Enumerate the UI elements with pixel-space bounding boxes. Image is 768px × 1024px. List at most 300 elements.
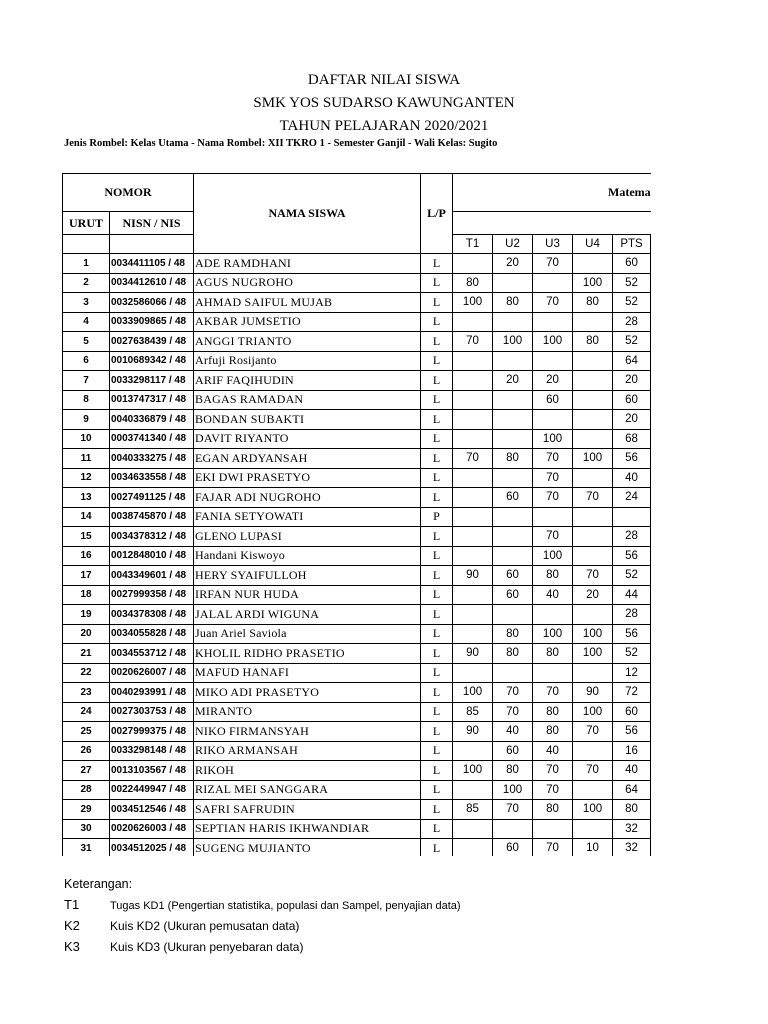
row-score-t1 bbox=[453, 546, 493, 566]
legend-text: Kuis KD3 (Ukuran penyebaran data) bbox=[110, 940, 304, 954]
row-score-u3 bbox=[533, 351, 573, 371]
table-row bbox=[63, 780, 652, 800]
row-nama: JALAL ARDI WIGUNA bbox=[194, 605, 421, 625]
row-score-u2 bbox=[493, 312, 533, 332]
row-urut: 5 bbox=[63, 332, 110, 352]
row-nisn: 0027999375 / 48 bbox=[110, 722, 194, 742]
row-score-u4: 70 bbox=[573, 761, 613, 781]
row-lp: L bbox=[421, 351, 453, 371]
row-urut: 20 bbox=[63, 624, 110, 644]
row-nisn: 0027638439 / 48 bbox=[110, 332, 194, 352]
grade-sheet bbox=[62, 173, 651, 856]
row-score-u2 bbox=[493, 468, 533, 488]
row-nama: MIRANTO bbox=[194, 702, 421, 722]
row-score-t1 bbox=[453, 468, 493, 488]
row-urut: 13 bbox=[63, 488, 110, 508]
row-nisn: 0033909865 / 48 bbox=[110, 312, 194, 332]
table-row bbox=[63, 741, 652, 761]
row-score-pts: 16 bbox=[613, 741, 651, 761]
table-row bbox=[63, 254, 652, 274]
table-row bbox=[63, 527, 652, 547]
row-nama: RIKOH bbox=[194, 761, 421, 781]
row-score-t1: 90 bbox=[453, 566, 493, 586]
row-score-u3: 70 bbox=[533, 468, 573, 488]
grade-table bbox=[62, 173, 651, 856]
row-score-t1: 70 bbox=[453, 332, 493, 352]
row-nama: BONDAN SUBAKTI bbox=[194, 410, 421, 430]
row-urut: 22 bbox=[63, 663, 110, 683]
row-score-t1 bbox=[453, 663, 493, 683]
row-nisn: 0027999358 / 48 bbox=[110, 585, 194, 605]
row-score-u4 bbox=[573, 741, 613, 761]
row-score-u4 bbox=[573, 663, 613, 683]
row-score-u3 bbox=[533, 605, 573, 625]
row-score-u4: 100 bbox=[573, 800, 613, 820]
row-score-u2: 60 bbox=[493, 566, 533, 586]
row-score-u2: 80 bbox=[493, 624, 533, 644]
row-score-pts: 52 bbox=[613, 293, 651, 313]
table-row bbox=[63, 390, 652, 410]
table-row bbox=[63, 702, 652, 722]
row-nisn: 0020626007 / 48 bbox=[110, 663, 194, 683]
row-score-u3: 80 bbox=[533, 566, 573, 586]
row-nisn: 0012848010 / 48 bbox=[110, 546, 194, 566]
legend-code: K2 bbox=[64, 918, 80, 933]
table-row bbox=[63, 449, 652, 469]
row-urut: 27 bbox=[63, 761, 110, 781]
row-score-u3: 70 bbox=[533, 780, 573, 800]
row-score-t1: 70 bbox=[453, 449, 493, 469]
row-score-t1 bbox=[453, 371, 493, 391]
table-row bbox=[63, 273, 652, 293]
row-score-u2 bbox=[493, 351, 533, 371]
row-score-pts: 40 bbox=[613, 468, 651, 488]
row-score-t1 bbox=[453, 488, 493, 508]
row-score-u2: 60 bbox=[493, 585, 533, 605]
row-nisn: 0043349601 / 48 bbox=[110, 566, 194, 586]
row-lp: L bbox=[421, 683, 453, 703]
row-urut: 7 bbox=[63, 371, 110, 391]
row-nama: Arfuji Rosijanto bbox=[194, 351, 421, 371]
row-urut: 24 bbox=[63, 702, 110, 722]
row-score-u4: 80 bbox=[573, 332, 613, 352]
table-row bbox=[63, 371, 652, 391]
row-score-u4: 10 bbox=[573, 839, 613, 857]
row-nama: ARIF FAQIHUDIN bbox=[194, 371, 421, 391]
table-row bbox=[63, 312, 652, 332]
row-score-t1 bbox=[453, 254, 493, 274]
row-lp: L bbox=[421, 585, 453, 605]
row-score-u2 bbox=[493, 605, 533, 625]
legend-text: Kuis KD2 (Ukuran pemusatan data) bbox=[110, 919, 300, 933]
row-score-u4 bbox=[573, 605, 613, 625]
row-nisn: 0027491125 / 48 bbox=[110, 488, 194, 508]
col-nisn-header: NISN / NIS bbox=[110, 212, 194, 235]
row-score-u3: 70 bbox=[533, 527, 573, 547]
row-nisn: 0022449947 / 48 bbox=[110, 780, 194, 800]
row-nisn: 0034412610 / 48 bbox=[110, 273, 194, 293]
legend-item bbox=[64, 894, 461, 915]
row-lp: L bbox=[421, 566, 453, 586]
row-score-pts: 28 bbox=[613, 605, 651, 625]
subcol-t1: T1 bbox=[453, 235, 493, 254]
row-nisn: 0034553712 / 48 bbox=[110, 644, 194, 664]
row-urut: 19 bbox=[63, 605, 110, 625]
row-lp: L bbox=[421, 780, 453, 800]
row-score-t1 bbox=[453, 390, 493, 410]
row-score-u3: 70 bbox=[533, 683, 573, 703]
row-nama: Handani Kiswoyo bbox=[194, 546, 421, 566]
row-score-pts bbox=[613, 507, 651, 527]
row-urut: 4 bbox=[63, 312, 110, 332]
row-score-u4: 100 bbox=[573, 644, 613, 664]
row-score-u3 bbox=[533, 819, 573, 839]
table-row bbox=[63, 410, 652, 430]
row-lp: L bbox=[421, 722, 453, 742]
row-score-u4 bbox=[573, 546, 613, 566]
row-score-u3: 70 bbox=[533, 293, 573, 313]
row-score-t1: 100 bbox=[453, 293, 493, 313]
row-nisn: 0032586066 / 48 bbox=[110, 293, 194, 313]
row-nama: NIKO FIRMANSYAH bbox=[194, 722, 421, 742]
row-urut: 30 bbox=[63, 819, 110, 839]
row-urut: 16 bbox=[63, 546, 110, 566]
row-nama: SAFRI SAFRUDIN bbox=[194, 800, 421, 820]
row-score-u4: 70 bbox=[573, 722, 613, 742]
row-score-u3: 40 bbox=[533, 741, 573, 761]
row-score-u3 bbox=[533, 410, 573, 430]
row-score-u4: 90 bbox=[573, 683, 613, 703]
row-score-u4: 70 bbox=[573, 566, 613, 586]
row-nisn: 0040293991 / 48 bbox=[110, 683, 194, 703]
row-lp: L bbox=[421, 488, 453, 508]
row-urut: 6 bbox=[63, 351, 110, 371]
row-nisn: 0040336879 / 48 bbox=[110, 410, 194, 430]
row-score-t1: 80 bbox=[453, 273, 493, 293]
row-urut: 9 bbox=[63, 410, 110, 430]
row-score-pts: 52 bbox=[613, 332, 651, 352]
row-score-u4: 70 bbox=[573, 488, 613, 508]
subcol-u2: U2 bbox=[493, 235, 533, 254]
row-score-u2: 60 bbox=[493, 488, 533, 508]
row-lp: L bbox=[421, 390, 453, 410]
table-row bbox=[63, 624, 652, 644]
row-nama: IRFAN NUR HUDA bbox=[194, 585, 421, 605]
row-lp: L bbox=[421, 429, 453, 449]
row-score-u2 bbox=[493, 429, 533, 449]
row-score-pts: 32 bbox=[613, 819, 651, 839]
legend-code: T1 bbox=[64, 897, 80, 912]
row-score-u4: 100 bbox=[573, 624, 613, 644]
row-score-u2 bbox=[493, 410, 533, 430]
row-nama: SEPTIAN HARIS IKHWANDIAR bbox=[194, 819, 421, 839]
row-score-u3: 80 bbox=[533, 644, 573, 664]
row-score-pts: 12 bbox=[613, 663, 651, 683]
row-lp: P bbox=[421, 507, 453, 527]
row-score-u3: 80 bbox=[533, 800, 573, 820]
row-nisn: 0034512025 / 48 bbox=[110, 839, 194, 857]
blank-urut-cell bbox=[63, 235, 110, 254]
row-score-u4 bbox=[573, 254, 613, 274]
row-score-u2: 80 bbox=[493, 644, 533, 664]
table-row bbox=[63, 566, 652, 586]
row-lp: L bbox=[421, 624, 453, 644]
row-score-u2: 60 bbox=[493, 839, 533, 857]
row-nisn: 0033298148 / 48 bbox=[110, 741, 194, 761]
row-score-pts: 60 bbox=[613, 702, 651, 722]
row-nisn: 0038745870 / 48 bbox=[110, 507, 194, 527]
row-score-u3: 70 bbox=[533, 254, 573, 274]
legend-code: K3 bbox=[64, 939, 80, 954]
row-score-u2: 20 bbox=[493, 371, 533, 391]
row-score-t1: 85 bbox=[453, 800, 493, 820]
row-nisn: 0034378312 / 48 bbox=[110, 527, 194, 547]
row-nama: ANGGI TRIANTO bbox=[194, 332, 421, 352]
table-row bbox=[63, 819, 652, 839]
row-urut: 3 bbox=[63, 293, 110, 313]
row-nama: AHMAD SAIFUL MUJAB bbox=[194, 293, 421, 313]
row-score-u4 bbox=[573, 410, 613, 430]
row-score-u4: 20 bbox=[573, 585, 613, 605]
row-score-u3: 40 bbox=[533, 585, 573, 605]
row-nama: SUGENG MUJIANTO bbox=[194, 839, 421, 857]
row-urut: 21 bbox=[63, 644, 110, 664]
row-urut: 26 bbox=[63, 741, 110, 761]
col-nama-header: NAMA SISWA bbox=[194, 174, 421, 254]
row-nama: ADE RAMDHANI bbox=[194, 254, 421, 274]
row-nama: RIKO ARMANSAH bbox=[194, 741, 421, 761]
row-score-pts: 64 bbox=[613, 351, 651, 371]
row-score-u3 bbox=[533, 273, 573, 293]
row-score-u4 bbox=[573, 468, 613, 488]
legend-title: Keterangan: bbox=[64, 877, 133, 891]
row-score-t1: 100 bbox=[453, 683, 493, 703]
row-score-u2 bbox=[493, 273, 533, 293]
row-score-pts: 20 bbox=[613, 410, 651, 430]
row-score-u2: 60 bbox=[493, 741, 533, 761]
row-nama: GLENO LUPASI bbox=[194, 527, 421, 547]
row-score-t1 bbox=[453, 351, 493, 371]
row-nama: AGUS NUGROHO bbox=[194, 273, 421, 293]
legend-item bbox=[64, 936, 461, 957]
row-score-u2 bbox=[493, 663, 533, 683]
row-nama: MAFUD HANAFI bbox=[194, 663, 421, 683]
row-score-u3: 100 bbox=[533, 624, 573, 644]
row-nisn: 0010689342 / 48 bbox=[110, 351, 194, 371]
row-score-t1 bbox=[453, 507, 493, 527]
table-row bbox=[63, 332, 652, 352]
row-score-u3: 100 bbox=[533, 332, 573, 352]
legend-items bbox=[64, 894, 461, 957]
row-score-pts: 32 bbox=[613, 839, 651, 857]
table-row bbox=[63, 585, 652, 605]
title-line-3: TAHUN PELAJARAN 2020/2021 bbox=[279, 118, 489, 134]
row-lp: L bbox=[421, 254, 453, 274]
row-nisn: 0034411105 / 48 bbox=[110, 254, 194, 274]
row-score-t1 bbox=[453, 839, 493, 857]
row-score-t1 bbox=[453, 780, 493, 800]
row-lp: L bbox=[421, 839, 453, 857]
row-score-u2: 70 bbox=[493, 702, 533, 722]
row-urut: 31 bbox=[63, 839, 110, 857]
row-score-u3: 100 bbox=[533, 546, 573, 566]
row-nisn: 0040333275 / 48 bbox=[110, 449, 194, 469]
row-score-t1 bbox=[453, 624, 493, 644]
table-row bbox=[63, 761, 652, 781]
row-urut: 1 bbox=[63, 254, 110, 274]
row-score-u4: 100 bbox=[573, 449, 613, 469]
row-score-pts: 56 bbox=[613, 624, 651, 644]
row-urut: 2 bbox=[63, 273, 110, 293]
row-nama: AKBAR JUMSETIO bbox=[194, 312, 421, 332]
row-lp: L bbox=[421, 702, 453, 722]
row-score-t1: 85 bbox=[453, 702, 493, 722]
row-urut: 17 bbox=[63, 566, 110, 586]
row-urut: 18 bbox=[63, 585, 110, 605]
row-score-t1 bbox=[453, 410, 493, 430]
legend-item bbox=[64, 915, 461, 936]
row-lp: L bbox=[421, 449, 453, 469]
row-score-u2 bbox=[493, 527, 533, 547]
row-score-u2: 80 bbox=[493, 449, 533, 469]
row-score-u3: 70 bbox=[533, 761, 573, 781]
row-lp: L bbox=[421, 332, 453, 352]
row-lp: L bbox=[421, 527, 453, 547]
row-score-pts: 44 bbox=[613, 585, 651, 605]
row-score-pts: 24 bbox=[613, 488, 651, 508]
row-score-t1 bbox=[453, 585, 493, 605]
row-lp: L bbox=[421, 312, 453, 332]
row-score-u2: 20 bbox=[493, 254, 533, 274]
row-urut: 14 bbox=[63, 507, 110, 527]
row-score-u3: 80 bbox=[533, 702, 573, 722]
row-score-u2: 70 bbox=[493, 683, 533, 703]
row-nisn: 0020626003 / 48 bbox=[110, 819, 194, 839]
row-nisn: 0034512546 / 48 bbox=[110, 800, 194, 820]
row-score-u4: 100 bbox=[573, 702, 613, 722]
row-score-pts: 60 bbox=[613, 390, 651, 410]
row-score-u2 bbox=[493, 507, 533, 527]
row-nama: HERY SYAIFULLOH bbox=[194, 566, 421, 586]
row-lp: L bbox=[421, 468, 453, 488]
row-lp: L bbox=[421, 605, 453, 625]
row-nisn: 0013747317 / 48 bbox=[110, 390, 194, 410]
row-nisn: 0003741340 / 48 bbox=[110, 429, 194, 449]
row-score-u4 bbox=[573, 351, 613, 371]
row-nama: FANIA SETYOWATI bbox=[194, 507, 421, 527]
row-score-u4 bbox=[573, 371, 613, 391]
row-score-u3: 60 bbox=[533, 390, 573, 410]
row-nama: EKI DWI PRASETYO bbox=[194, 468, 421, 488]
row-nisn: 0027303753 / 48 bbox=[110, 702, 194, 722]
row-score-pts: 72 bbox=[613, 683, 651, 703]
row-score-u4 bbox=[573, 527, 613, 547]
row-score-u2: 100 bbox=[493, 332, 533, 352]
subcol-pts: PTS bbox=[613, 235, 651, 254]
col-urut-header: URUT bbox=[63, 212, 110, 235]
row-urut: 10 bbox=[63, 429, 110, 449]
table-row bbox=[63, 468, 652, 488]
row-score-u3: 100 bbox=[533, 429, 573, 449]
row-score-u4 bbox=[573, 507, 613, 527]
report-title bbox=[0, 69, 768, 138]
row-urut: 15 bbox=[63, 527, 110, 547]
row-lp: L bbox=[421, 371, 453, 391]
row-lp: L bbox=[421, 273, 453, 293]
row-score-pts: 52 bbox=[613, 273, 651, 293]
row-nisn: 0013103567 / 48 bbox=[110, 761, 194, 781]
row-lp: L bbox=[421, 761, 453, 781]
row-score-t1 bbox=[453, 312, 493, 332]
row-score-t1: 100 bbox=[453, 761, 493, 781]
table-row bbox=[63, 800, 652, 820]
row-urut: 23 bbox=[63, 683, 110, 703]
row-score-u4 bbox=[573, 819, 613, 839]
row-score-u2: 40 bbox=[493, 722, 533, 742]
row-score-u2: 80 bbox=[493, 761, 533, 781]
row-score-u3 bbox=[533, 663, 573, 683]
row-nisn: 0034055828 / 48 bbox=[110, 624, 194, 644]
row-score-pts: 52 bbox=[613, 566, 651, 586]
row-score-t1: 90 bbox=[453, 722, 493, 742]
row-lp: L bbox=[421, 293, 453, 313]
row-nisn: 0034378308 / 48 bbox=[110, 605, 194, 625]
row-score-t1 bbox=[453, 819, 493, 839]
table-row bbox=[63, 683, 652, 703]
row-score-pts: 60 bbox=[613, 254, 651, 274]
row-urut: 25 bbox=[63, 722, 110, 742]
subject-header: Matema bbox=[453, 174, 651, 212]
row-nama: FAJAR ADI NUGROHO bbox=[194, 488, 421, 508]
row-urut: 28 bbox=[63, 780, 110, 800]
table-row bbox=[63, 488, 652, 508]
row-nisn: 0034633558 / 48 bbox=[110, 468, 194, 488]
table-row bbox=[63, 722, 652, 742]
table-row bbox=[63, 605, 652, 625]
title-line-2: SMK YOS SUDARSO KAWUNGANTEN bbox=[253, 95, 515, 111]
row-score-pts: 64 bbox=[613, 780, 651, 800]
row-score-pts: 28 bbox=[613, 527, 651, 547]
row-score-pts: 68 bbox=[613, 429, 651, 449]
row-score-u4: 100 bbox=[573, 273, 613, 293]
table-row bbox=[63, 663, 652, 683]
row-urut: 11 bbox=[63, 449, 110, 469]
row-nama: DAVIT RIYANTO bbox=[194, 429, 421, 449]
row-nama: MIKO ADI PRASETYO bbox=[194, 683, 421, 703]
row-nama: Juan Ariel Saviola bbox=[194, 624, 421, 644]
row-score-u4: 80 bbox=[573, 293, 613, 313]
row-score-u4 bbox=[573, 780, 613, 800]
row-lp: L bbox=[421, 741, 453, 761]
row-score-u2: 70 bbox=[493, 800, 533, 820]
row-lp: L bbox=[421, 819, 453, 839]
row-score-u2 bbox=[493, 819, 533, 839]
col-nomor-header: NOMOR bbox=[63, 174, 194, 212]
row-score-u3: 70 bbox=[533, 839, 573, 857]
row-nama: BAGAS RAMADAN bbox=[194, 390, 421, 410]
table-row bbox=[63, 293, 652, 313]
class-info: Jenis Rombel: Kelas Utama - Nama Rombel: XII TKRO 1 - Semester Ganjil - Wali Kelas: Sugito bbox=[64, 138, 498, 149]
row-score-t1 bbox=[453, 429, 493, 449]
row-score-t1 bbox=[453, 741, 493, 761]
subcol-u3: U3 bbox=[533, 235, 573, 254]
row-score-u4 bbox=[573, 312, 613, 332]
row-score-pts: 20 bbox=[613, 371, 651, 391]
row-score-u4 bbox=[573, 429, 613, 449]
col-lp-header: L/P bbox=[421, 174, 453, 254]
row-lp: L bbox=[421, 410, 453, 430]
row-score-pts: 80 bbox=[613, 800, 651, 820]
